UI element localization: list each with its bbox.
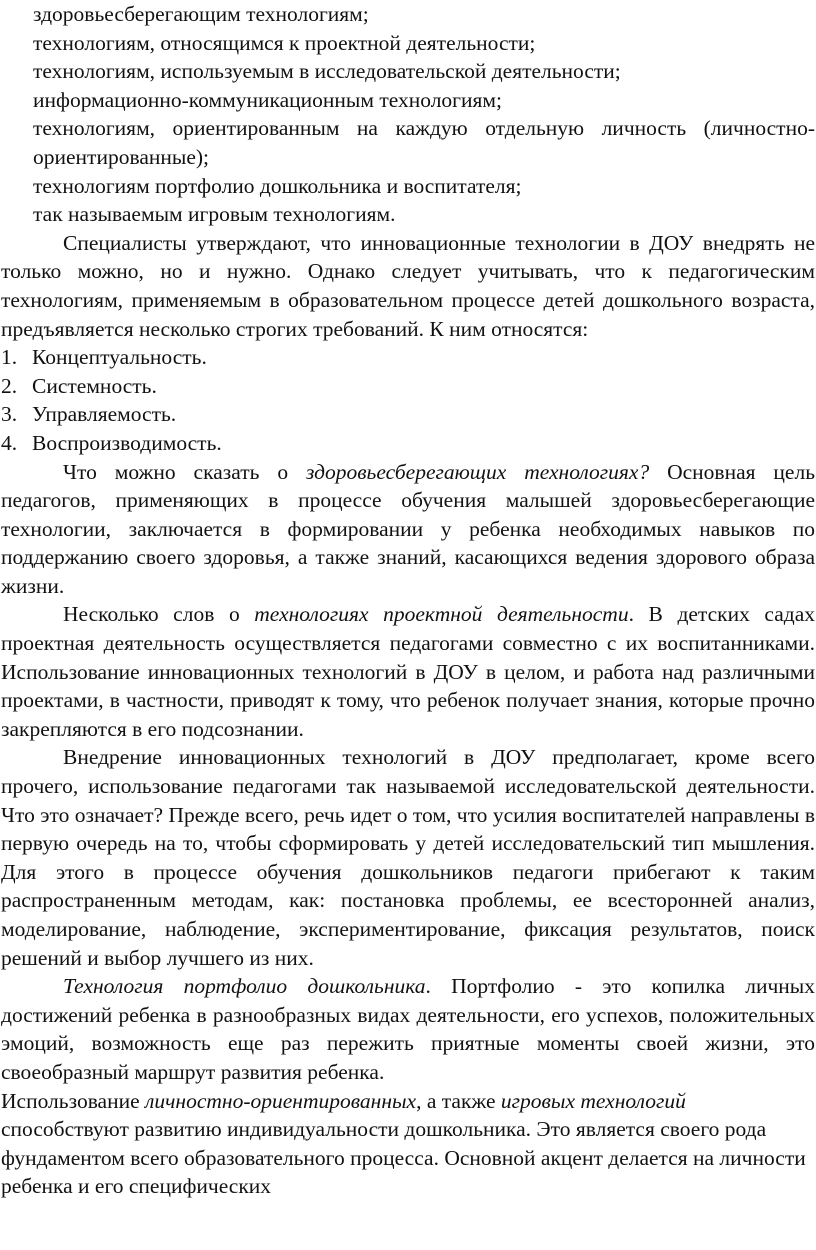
- list-number: 4.: [1, 430, 18, 455]
- text-run: Что можно сказать о: [63, 459, 306, 484]
- italic-term: игровых технологий: [500, 1088, 686, 1113]
- list-item: информационно-коммуникационным технологиям;: [33, 87, 502, 112]
- text-run: Несколько слов о: [63, 602, 255, 627]
- paragraph-portfolio: [1, 972, 815, 1086]
- list-item: технологиям портфолио дошкольника и воспитателя;: [33, 173, 522, 198]
- italic-term: личностно-ориентированных: [145, 1088, 417, 1113]
- list-item: [1, 400, 815, 429]
- list-number: 3.: [1, 402, 18, 427]
- italic-term: технологиях проектной деятельности: [254, 602, 629, 627]
- list-item-text: Воспроизводимость.: [32, 430, 222, 455]
- list-item: технологиям, используемым в исследовательской деятельности;: [33, 59, 621, 84]
- list-item-text: Концептуальность.: [32, 345, 207, 370]
- list-item: технологиям, относящимся к проектной деятельности;: [33, 30, 536, 55]
- list-item-text: Управляемость.: [32, 402, 177, 427]
- list-item: [1, 372, 815, 401]
- requirements-list: [1, 343, 815, 457]
- text-run: . Портфолио - это копилка личных достижений ребенка в разнообразных видах деятельности, его успехов, положительных эмоций, возможность еще раз пережить приятные моменты своей жизни, это своеобразный маршрут развития ребенка.: [1, 974, 815, 1084]
- text-run: Основная цель педагогов, применяющих в процессе обучения малышей здоровьесберегающие технологии, заключается в формировании у ребенка необходимых навыков по поддержанию своего здоровья, а также знаний, касающихся ведения здорового образа жизни.: [1, 459, 815, 598]
- list-number: 1.: [1, 345, 18, 370]
- list-item-text: Системность.: [32, 373, 157, 398]
- list-item: технологиям, ориентированным на каждую отдельную личность (личностно-ориентированные);: [33, 116, 815, 169]
- paragraph-research-activity: Внедрение инновационных технологий в ДОУ предполагает, кроме всего прочего, использование педагогами так называемой исследовательской деятельности. Что это означает? Прежде всего, речь идет о том, что усилия воспитателей направлены в первую очередь на то, чтобы сформировать у детей исследовательский тип мышления. Для этого в процессе обучения дошкольников педагоги прибегают к таким распространенным методам, как: постановка проблемы, ее всесторонней анализ, моделирование, наблюдение, экспериментирование, фиксация результатов, поиск решений и выбор лучшего из них.: [1, 745, 815, 970]
- list-item: [1, 429, 815, 458]
- italic-term: Технология портфолио дошкольника: [63, 974, 426, 999]
- text-run: способствуют развитию индивидуальности дошкольника. Это является своего рода фундаментом всего образовательного процесса. Основной акцент делается на личности ребенка и его специфических: [1, 1117, 806, 1199]
- list-item: здоровьесберегающим технологиям;: [33, 2, 369, 26]
- list-item: так называемым игровым технологиям.: [33, 202, 396, 227]
- list-number: 2.: [1, 373, 18, 398]
- paragraph-project-technologies: [1, 600, 815, 743]
- text-run: , а также: [416, 1088, 501, 1113]
- paragraph-personal-oriented: [1, 1087, 815, 1201]
- technology-list: [1, 0, 815, 229]
- text-run: . В детских садах проектная деятельность осуществляется педагогами совместно с их воспитанниками. Использование инновационных технологий в ДОУ в целом, и работа над различными проектами, в частности, приводят к тому, что ребенок получает знания, которые прочно закрепляются в его подсознании.: [1, 602, 815, 741]
- paragraph-health-technologies: [1, 458, 815, 601]
- list-item: [1, 343, 815, 372]
- italic-term: здоровьесберегающих технологиях?: [305, 459, 650, 484]
- text-run: Использование: [1, 1088, 146, 1113]
- paragraph-specialists: Специалисты утверждают, что инновационные технологии в ДОУ внедрять не только можно, но и нужно. Однако следует учитывать, что к педагогическим технологиям, применяемым в образовательном процессе детей дошкольного возраста, предъявляется несколько строгих требований. К ним относятся:: [1, 230, 815, 341]
